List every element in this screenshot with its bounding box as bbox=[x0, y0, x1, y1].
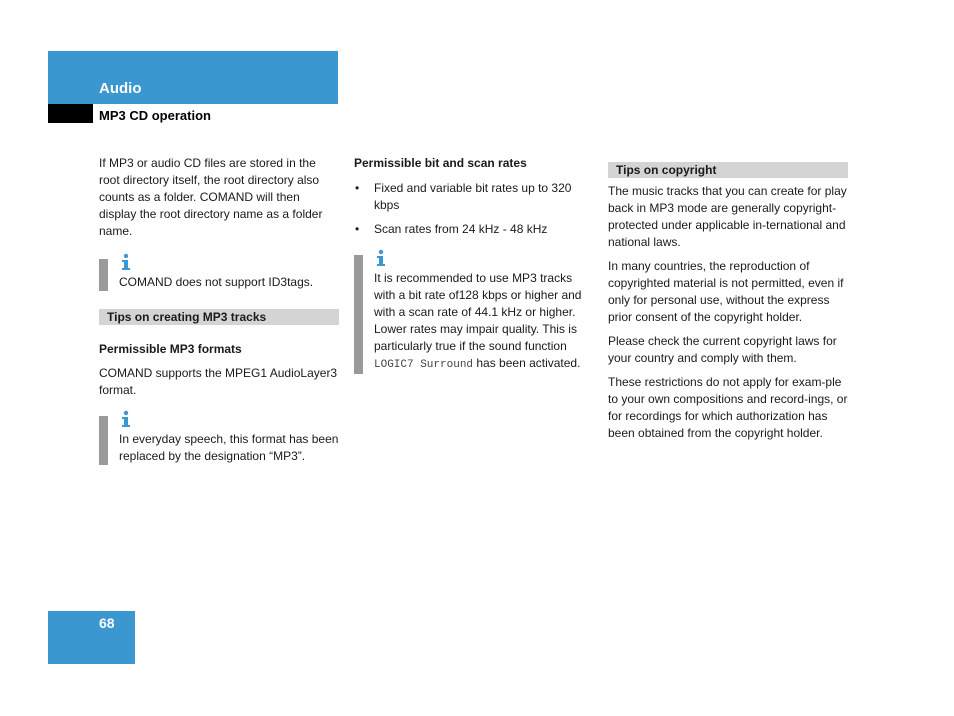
column-2 bbox=[354, 155, 594, 374]
info-text: In everyday speech, this format has been replaced by the designation “MP3”. bbox=[119, 432, 339, 463]
list-item: • Scan rates from 24 kHz - 48 kHz bbox=[354, 221, 594, 238]
bitrate-list bbox=[354, 180, 594, 238]
copyright-paragraph: Please check the current copyright laws for your country and comply with them. bbox=[608, 334, 837, 365]
page-number-box bbox=[48, 611, 135, 664]
info-text-part: It is recommended to use MP3 tracks with a bit rate of128 kbps or higher and with a scan rate of 44.1 kHz or higher. Lower rates may impair quality. This is particularly true if the sound function bbox=[374, 271, 582, 353]
formats-heading: Permissible MP3 formats bbox=[99, 342, 242, 356]
section-heading-tips-mp3: Tips on creating MP3 tracks bbox=[99, 309, 339, 325]
info-text-part: has been activated. bbox=[473, 356, 581, 370]
page-number: 68 bbox=[99, 615, 115, 631]
section-marker bbox=[48, 104, 93, 123]
header-bar bbox=[48, 51, 338, 104]
column-1 bbox=[99, 155, 339, 465]
sound-function-name: LOGIC7 Surround bbox=[374, 359, 474, 371]
copyright-paragraph: In many countries, the reproduction of copyrighted material is not permitted, even if only for personal use, without the express prior consent of the copyright holder. bbox=[608, 259, 844, 324]
info-icon bbox=[119, 252, 133, 272]
info-icon bbox=[119, 409, 133, 429]
list-item: • Fixed and variable bit rates up to 320 kbps bbox=[354, 180, 594, 214]
info-bar bbox=[99, 416, 108, 465]
info-note-bitrate bbox=[354, 248, 594, 374]
intro-paragraph: If MP3 or audio CD files are stored in the root directory itself, the root directory also counts as a folder. COMAND will then display the root directory name as a folder name. bbox=[99, 156, 323, 238]
info-text: COMAND does not support ID3tags. bbox=[119, 275, 314, 289]
info-bar bbox=[99, 259, 108, 291]
copyright-paragraph: These restrictions do not apply for exam-ple to your own compositions and record-ings, or for recordings for which authorization has been obtained from the copyright holder. bbox=[608, 375, 848, 440]
column-3 bbox=[608, 162, 848, 449]
section-title: Audio bbox=[99, 80, 142, 97]
copyright-paragraph: The music tracks that you can create for play back in MP3 mode are generally copyright-protected under applicable in-ternational and national laws. bbox=[608, 184, 847, 249]
info-bar bbox=[354, 255, 363, 374]
formats-text: COMAND supports the MPEG1 AudioLayer3 format. bbox=[99, 366, 338, 397]
info-icon bbox=[374, 248, 388, 268]
page-subtitle: MP3 CD operation bbox=[99, 108, 211, 123]
info-text bbox=[374, 270, 594, 374]
bitrate-heading: Permissible bit and scan rates bbox=[354, 156, 527, 170]
info-note-id3 bbox=[99, 252, 339, 291]
section-heading-copyright: Tips on copyright bbox=[608, 162, 848, 178]
info-note-mp3 bbox=[99, 409, 339, 465]
